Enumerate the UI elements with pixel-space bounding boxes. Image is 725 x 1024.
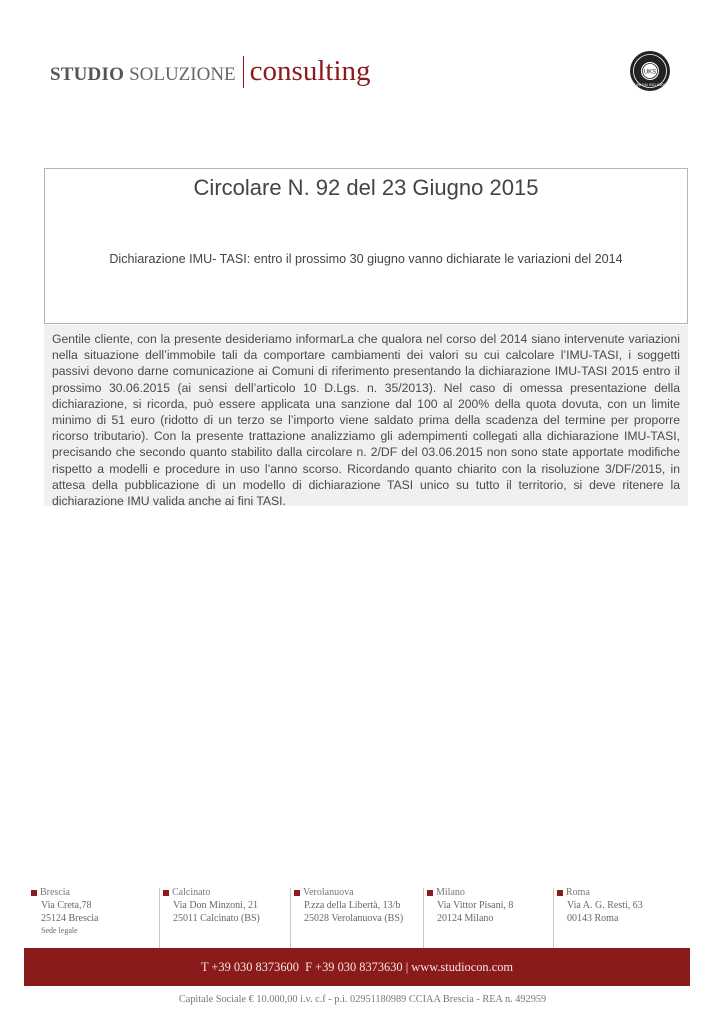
circular-header-box (44, 168, 688, 324)
circular-body-panel (44, 325, 688, 509)
logo-soluzione-text: SOLUZIONE (129, 64, 236, 85)
office-zip: 20124 Milano (437, 913, 494, 924)
cert-text: UNI EN ISO 9001 (634, 82, 666, 87)
office-address: P.zza della Libertà, 13/b (304, 900, 401, 911)
office-addresses (28, 886, 688, 946)
circular-subtitle: Dichiarazione IMU- TASI: entro il prossimo 30 giugno vanno dichiarate le variazioni del 2014 (109, 252, 623, 266)
logo-studio-text: STUDIO (50, 64, 125, 85)
bullet-square-icon (557, 890, 563, 896)
company-logo (50, 52, 371, 88)
office-city: Milano (436, 887, 465, 898)
logo-divider (243, 56, 244, 88)
office-milano (424, 886, 554, 946)
logo-consulting-text: consulting (249, 55, 371, 87)
office-note: Sede legale (41, 926, 78, 935)
contact-info: T +39 030 8373600 F +39 030 8373630 | www.studiocon.com (200, 959, 514, 974)
cert-mark: UKS (643, 69, 657, 76)
legal-info: Capitale Sociale € 10.000,00 i.v. c.f - p.i. 02951180989 CCIAA Brescia - REA n. 492959 (178, 994, 547, 1005)
contact-bar (24, 948, 690, 986)
bullet-square-icon (294, 890, 300, 896)
office-city: Roma (566, 887, 590, 898)
office-city: Brescia (40, 887, 70, 898)
office-zip: 25011 Calcinato (BS) (173, 913, 260, 924)
bullet-square-icon (31, 890, 37, 896)
office-address: Via Creta,78 (41, 900, 92, 911)
office-city: Calcinato (172, 887, 211, 898)
office-address: Via Vittor Pisani, 8 (437, 900, 514, 911)
office-verolanuova (291, 886, 423, 946)
office-address: Via A. G. Resti, 63 (567, 900, 643, 911)
office-zip: 25028 Verolanuova (BS) (304, 913, 404, 924)
circular-body-text: Gentile cliente, con la presente desideriamo informarLa che qualora nel corso del 2014 siano intervenute variazioni nella situazione dell’immobile tali da comportare cambiamenti dei valori su cui calcolare l’IMU-TASI, i soggetti passivi devono darne comunicazione ai Comuni di riferimento presentando la dichiarazione IMU-TASI 2015 entro il prossimo 30.06.2015 (ai sensi dell’articolo 10 D.Lgs. n. 35/2013). Nel caso di omessa presentazione della dichiarazione, si ricorda, può essere applicata una sanzione dal 100 al 200% della quota dovuta, con un limite minimo di 51 euro (ridotto di un terzo se l’importo viene saldato prima della scadenza del termine per proporre ricorso tributario). Con la presente trattazione analizziamo gli adempimenti collegati alla dichiarazione IMU-TASI, precisando che secondo quanto stabilito dalla circolare n. 2/DF del 03.06.2015 non sono state apportate modifiche rispetto a modelli e procedure in uso l’anno scorso. Ricordando quanto chiarito con la risoluzione 3/DF/2015, in attesa della pubblicazione di un modello di dichiarazione TASI unico su tutto il territorio, si deve ritenere la dichiarazione IMU valida anche ai fini TASI. (52, 332, 680, 509)
office-zip: 00143 Roma (567, 913, 619, 924)
office-brescia (28, 886, 158, 946)
office-city: Verolanuova (303, 887, 354, 898)
circular-title: Circolare N. 92 del 23 Giugno 2015 (193, 175, 539, 200)
office-calcinato (160, 886, 290, 946)
office-zip: 25124 Brescia (41, 913, 99, 924)
bullet-square-icon (427, 890, 433, 896)
office-roma (554, 886, 684, 946)
office-address: Via Don Minzoni, 21 (173, 900, 258, 911)
iso-certification-seal-icon (629, 50, 671, 92)
bullet-square-icon (163, 890, 169, 896)
